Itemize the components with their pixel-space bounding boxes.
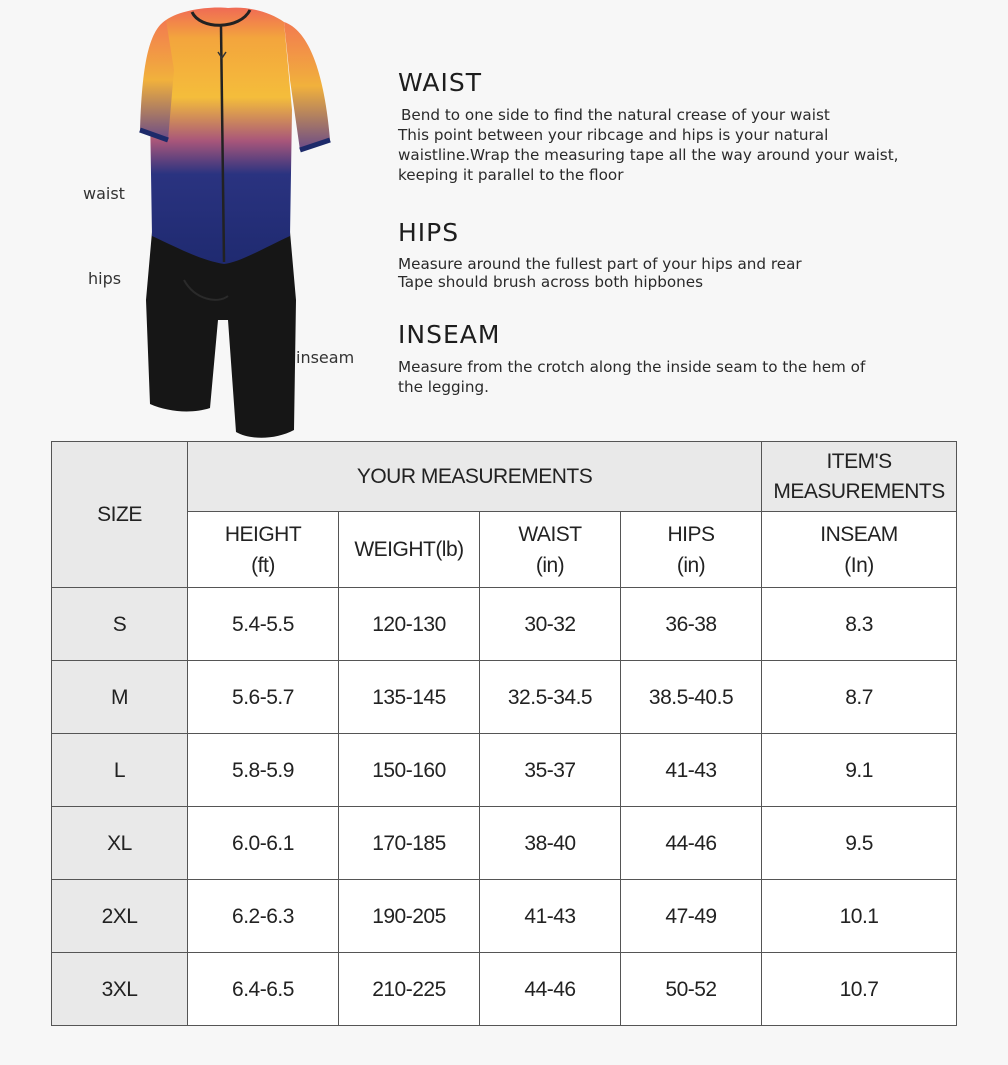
hips-cell: 50-52 — [621, 953, 762, 1026]
inseam-cell: 10.1 — [762, 880, 957, 953]
size-header: SIZE — [52, 442, 188, 588]
inseam-label: inseam — [296, 348, 355, 367]
weight-cell: 135-145 — [339, 661, 480, 734]
waist-cell: 35-37 — [480, 734, 621, 807]
hips-guide-line2: Tape should brush across both hipbones — [398, 273, 704, 291]
weight-column-name: WEIGHT(lb) — [354, 538, 464, 561]
waist-cell: 30-32 — [480, 588, 621, 661]
inseam-column-name: INSEAM — [820, 522, 898, 546]
table-row — [52, 880, 957, 953]
waist-label: waist — [83, 184, 125, 203]
inseam-cell: 9.5 — [762, 807, 957, 880]
weight-cell: 170-185 — [339, 807, 480, 880]
weight-cell: 210-225 — [339, 953, 480, 1026]
table-row — [52, 734, 957, 807]
size-cell: 2XL — [52, 880, 188, 953]
table-row — [52, 588, 957, 661]
size-chart-table — [51, 441, 957, 1026]
waist-cell: 41-43 — [480, 880, 621, 953]
hips-cell: 36-38 — [621, 588, 762, 661]
hips-guide-title: HIPS — [398, 218, 460, 247]
waist-guide-title: WAIST — [398, 68, 482, 97]
waist-guide-line2: This point between your ribcage and hips is your natural waistline.Wrap the measuring tape all the way around your waist, keeping it parallel to the floor — [398, 126, 899, 184]
waist-cell: 32.5-34.5 — [480, 661, 621, 734]
waist-column-name: WAIST — [518, 522, 582, 546]
items-measurements-header — [762, 442, 957, 512]
inseam-guide — [398, 320, 978, 397]
trisuit-illustration — [100, 0, 380, 440]
size-cell: M — [52, 661, 188, 734]
waist-guide — [398, 68, 978, 185]
waist-column-unit: (in) — [535, 553, 565, 577]
height-cell: 6.0-6.1 — [188, 807, 339, 880]
weight-cell: 150-160 — [339, 734, 480, 807]
height-cell: 6.2-6.3 — [188, 880, 339, 953]
height-cell: 5.4-5.5 — [188, 588, 339, 661]
hips-guide-line1: Measure around the fullest part of your hips and rear — [398, 255, 802, 273]
your-measurements-header: YOUR MEASUREMENTS — [188, 442, 762, 512]
size-cell: S — [52, 588, 188, 661]
hips-label: hips — [88, 269, 122, 288]
waist-column-header — [480, 512, 621, 588]
inseam-cell: 8.7 — [762, 661, 957, 734]
inseam-column-header — [762, 512, 957, 588]
height-cell: 5.6-5.7 — [188, 661, 339, 734]
table-row — [52, 807, 957, 880]
hips-cell: 47-49 — [621, 880, 762, 953]
inseam-guide-line1: Measure from the crotch along the inside seam to the hem of the legging. — [398, 358, 866, 396]
inseam-column-unit: (In) — [844, 553, 874, 577]
weight-cell: 190-205 — [339, 880, 480, 953]
height-cell: 6.4-6.5 — [188, 953, 339, 1026]
weight-column-header — [339, 512, 480, 588]
size-cell: L — [52, 734, 188, 807]
height-column-unit: (ft) — [251, 553, 275, 577]
hips-cell: 38.5-40.5 — [621, 661, 762, 734]
hips-column-unit: (in) — [676, 553, 706, 577]
column-header-row — [52, 512, 957, 588]
items-measurements-text: ITEM'S MEASUREMENTS — [773, 449, 945, 503]
inseam-guide-title: INSEAM — [398, 320, 501, 349]
height-cell: 5.8-5.9 — [188, 734, 339, 807]
hips-column-name: HIPS — [667, 522, 715, 546]
table-row — [52, 661, 957, 734]
table-row — [52, 953, 957, 1026]
waist-cell: 44-46 — [480, 953, 621, 1026]
inseam-cell: 9.1 — [762, 734, 957, 807]
height-column-header — [188, 512, 339, 588]
height-column-name: HEIGHT — [224, 522, 302, 546]
inseam-cell: 10.7 — [762, 953, 957, 1026]
hips-column-header — [621, 512, 762, 588]
waist-cell: 38-40 — [480, 807, 621, 880]
inseam-cell: 8.3 — [762, 588, 957, 661]
hips-cell: 41-43 — [621, 734, 762, 807]
size-cell: 3XL — [52, 953, 188, 1026]
waist-guide-line1: Bend to one side to find the natural crease of your waist — [401, 106, 830, 124]
size-cell: XL — [52, 807, 188, 880]
weight-cell: 120-130 — [339, 588, 480, 661]
hips-cell: 44-46 — [621, 807, 762, 880]
hips-guide — [398, 218, 978, 291]
